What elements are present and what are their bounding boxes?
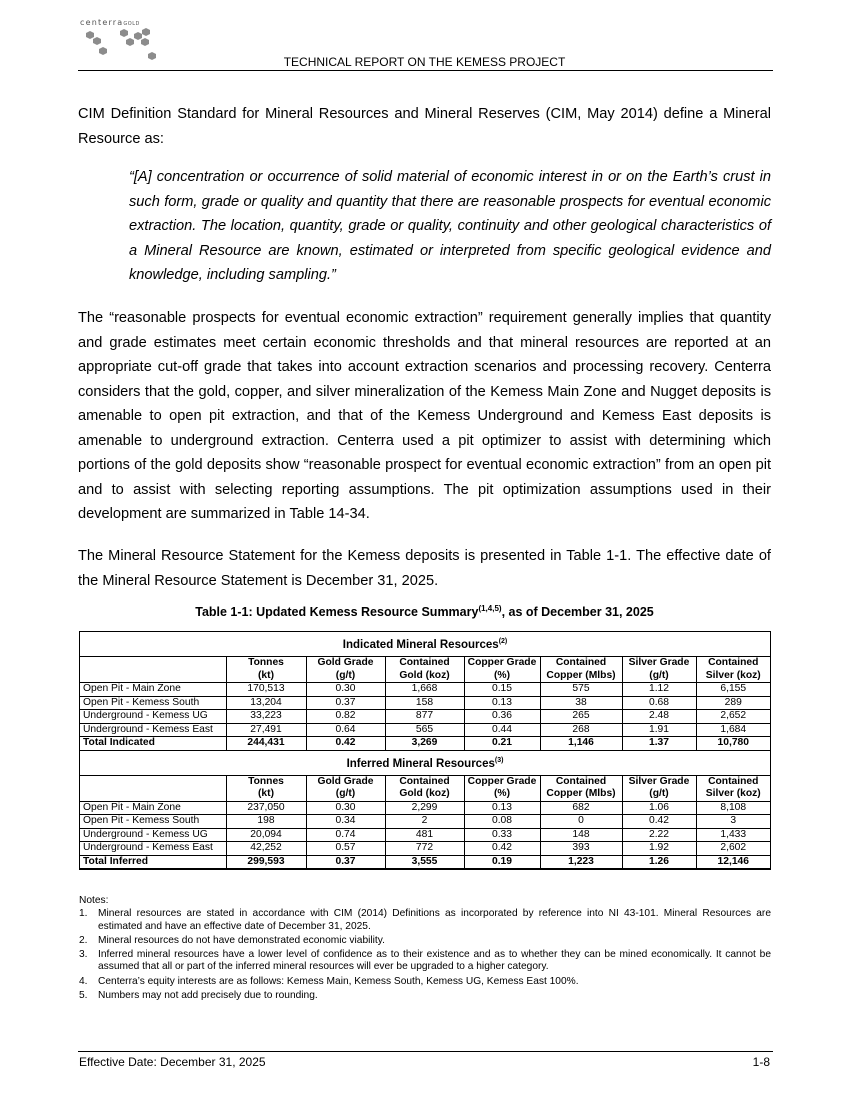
column-header: Tonnes (226, 775, 306, 788)
total-cell: 244,431 (226, 737, 306, 751)
footer-effective-date: Effective Date: December 31, 2025 (79, 1055, 266, 1069)
column-header: Contained (540, 657, 622, 670)
indicated-title-note: (2) (498, 638, 508, 646)
column-header: Copper Grade (464, 657, 540, 670)
note-number: 3. (79, 949, 88, 961)
total-cell: 299,593 (226, 855, 306, 869)
total-cell: 3,555 (385, 855, 464, 869)
table-cell: 20,094 (226, 828, 306, 842)
paragraph-intro: CIM Definition Standard for Mineral Resources and Mineral Reserves (CIM, May 2014) define a Mineral Resource as: (78, 106, 771, 147)
total-cell: 1,223 (540, 855, 622, 869)
note-text: Numbers may not add precisely due to rounding. (98, 990, 318, 1002)
table-cell: Open Pit - Kemess South (80, 815, 226, 829)
note-number: 4. (79, 975, 88, 987)
column-header: (%) (464, 788, 540, 801)
table-row (80, 801, 770, 815)
note-item (79, 949, 771, 974)
table-cell: 0.42 (622, 815, 696, 829)
column-header: Gold Grade (306, 775, 385, 788)
column-header: Gold Grade (306, 657, 385, 670)
table-cell: 0.13 (464, 696, 540, 710)
table-cell: 0.68 (622, 696, 696, 710)
column-header: Tonnes (226, 657, 306, 670)
table-cell: 682 (540, 801, 622, 815)
table-row (80, 815, 770, 829)
table-cell: 0.64 (306, 723, 385, 737)
column-header: Gold (koz) (385, 788, 464, 801)
note-number: 5. (79, 990, 88, 1002)
footer-page-number: 1-8 (752, 1055, 770, 1069)
column-header: Silver (koz) (696, 670, 770, 683)
column-header: (g/t) (306, 670, 385, 683)
total-cell: 0.42 (306, 737, 385, 751)
table-cell: Underground - Kemess East (80, 842, 226, 856)
table-cell: 33,223 (226, 710, 306, 724)
column-header: (g/t) (622, 670, 696, 683)
table-cell: 1,684 (696, 723, 770, 737)
table-cell: 148 (540, 828, 622, 842)
table-cell: Underground - Kemess UG (80, 710, 226, 724)
table-cell: 2,652 (696, 710, 770, 724)
paragraph-resource-statement: The Mineral Resource Statement for the Kemess deposits is presented in Table 1-1. The effective date of the Mineral Resource Statement is December 31, 2025. (78, 548, 771, 589)
table-cell: 0.30 (306, 801, 385, 815)
logo-wordmark: centerraGOLD (80, 18, 140, 27)
table-cell: Underground - Kemess UG (80, 828, 226, 842)
column-header: (g/t) (306, 788, 385, 801)
total-cell: 0.19 (464, 855, 540, 869)
table-cell: 1,433 (696, 828, 770, 842)
table-cell: 42,252 (226, 842, 306, 856)
total-cell: 0.21 (464, 737, 540, 751)
column-header: Contained (696, 657, 770, 670)
report-title: TECHNICAL REPORT ON THE KEMESS PROJECT (283, 55, 566, 69)
column-header: Silver (koz) (696, 788, 770, 801)
notes-title: Notes: (79, 895, 109, 906)
total-cell: 12,146 (696, 855, 770, 869)
column-header: Silver Grade (622, 657, 696, 670)
total-cell: 1.37 (622, 737, 696, 751)
note-text: Inferred mineral resources have a lower level of confidence as to their existence and as to whether they can be mined economically. It cannot be assumed that all or part of the inferred mineral resources will ever be upgraded to a higher category. (98, 949, 771, 973)
table-row (80, 842, 770, 856)
note-item (79, 990, 771, 1002)
table-cell: 481 (385, 828, 464, 842)
table-cell: 575 (540, 683, 622, 697)
table-cell: 393 (540, 842, 622, 856)
table-cell: 0.44 (464, 723, 540, 737)
resource-summary-table (79, 631, 771, 870)
column-header: Contained (696, 775, 770, 788)
note-item (79, 935, 771, 947)
column-header: Copper (Mlbs) (540, 670, 622, 683)
paragraph-reasonable-prospects: The “reasonable prospects for eventual economic extraction” requirement generally implies that quantity and grade estimates meet certain economic thresholds and that mineral resources are reported at an appropriate cut-off grade that takes into account extraction scenarios and processing recovery. Centerra considers that the gold, copper, and silver mineralization of the Kemess Main Zone and Nugget deposits is amenable to open pit extraction, and that of the Kemess Underground and Kemess East deposits is amenable to underground extraction. Centerra used a pit optimizer to assist with determining which portions of the gold deposits show “reasonable prospect for eventual economic extraction” from an open pit and to assist with selecting reporting assumptions. The pit optimization assumptions used in their development are summarized in Table 14-34. (78, 310, 771, 522)
table-cell: 0.82 (306, 710, 385, 724)
table-cell: 1,668 (385, 683, 464, 697)
table-cell: 0.42 (464, 842, 540, 856)
table-cell: Open Pit - Kemess South (80, 696, 226, 710)
table-cell: 170,513 (226, 683, 306, 697)
note-text: Centerra’s equity interests are as follows: Kemess Main, Kemess South, Kemess UG, Kemess East 100%. (98, 975, 579, 987)
inferred-section-title (80, 750, 770, 775)
table-cell: 2,299 (385, 801, 464, 815)
note-item (79, 976, 771, 988)
header-row (80, 670, 770, 683)
table-cell: 0.57 (306, 842, 385, 856)
column-header: (kt) (226, 670, 306, 683)
table-cell: 289 (696, 696, 770, 710)
total-cell: Total Inferred (80, 855, 226, 869)
table-cell: 0.08 (464, 815, 540, 829)
table-cell: 1.91 (622, 723, 696, 737)
table-cell: 198 (226, 815, 306, 829)
table-cell: 158 (385, 696, 464, 710)
table-cell: 1.06 (622, 801, 696, 815)
table-cell: 27,491 (226, 723, 306, 737)
column-header (80, 657, 226, 670)
indicated-total-row (80, 737, 770, 751)
table-cell: 2.48 (622, 710, 696, 724)
column-header: (%) (464, 670, 540, 683)
column-header: Contained (385, 775, 464, 788)
table-cell: 0.30 (306, 683, 385, 697)
table-cell: 0.37 (306, 696, 385, 710)
table-cell: 38 (540, 696, 622, 710)
table-cell: 0.36 (464, 710, 540, 724)
definition-quote: “[A] concentration or occurrence of solid material of economic interest in or on the Earth’s crust in such form, grade or quality and quantity that there are reasonable prospects for eventual economic extraction. The location, quantity, grade or quality, continuity and other geological characteristics of a Mineral Resource are known, estimated or interpreted from specific geological evidence and knowledge, including sampling.” (129, 169, 771, 283)
inferred-title-note: (3) (494, 756, 504, 764)
table-row (80, 710, 770, 724)
column-header (80, 775, 226, 788)
table-cell: 0 (540, 815, 622, 829)
table-cell: 0.13 (464, 801, 540, 815)
table-row (80, 828, 770, 842)
table-cell: 268 (540, 723, 622, 737)
table-cell: 565 (385, 723, 464, 737)
column-header (80, 788, 226, 801)
table-cell: 237,050 (226, 801, 306, 815)
column-header: Copper Grade (464, 775, 540, 788)
header-row (80, 775, 770, 788)
table-cell: Open Pit - Main Zone (80, 683, 226, 697)
table-cell: 0.74 (306, 828, 385, 842)
inferred-title: Inferred Mineral Resources (346, 757, 495, 770)
table-cell: Underground - Kemess East (80, 723, 226, 737)
table-cell: 2,602 (696, 842, 770, 856)
note-text: Mineral resources are stated in accordance with CIM (2014) Definitions as incorporated by reference into NI 43-101. Mineral Resources are estimated and have an effective date of December 31, 2025. (98, 908, 771, 932)
total-cell: 10,780 (696, 737, 770, 751)
table-cell: 265 (540, 710, 622, 724)
table-cell: 2 (385, 815, 464, 829)
table-cell: 1.92 (622, 842, 696, 856)
header-row (80, 657, 770, 670)
column-header: Gold (koz) (385, 670, 464, 683)
table-row (80, 683, 770, 697)
header-divider (78, 70, 773, 71)
table-cell: 8,108 (696, 801, 770, 815)
table-caption: Table 1-1: Updated Kemess Resource Summary$^{(1,4,5)}$, as of December 31, 2025 (195, 604, 654, 620)
column-header: Copper (Mlbs) (540, 788, 622, 801)
table-cell: 13,204 (226, 696, 306, 710)
total-cell: 1,146 (540, 737, 622, 751)
indicated-title: Indicated Mineral Resources (342, 639, 499, 652)
table-row (80, 723, 770, 737)
table-cell: 0.34 (306, 815, 385, 829)
table-cell: 3 (696, 815, 770, 829)
note-number: 2. (79, 934, 88, 946)
inferred-total-row (80, 855, 770, 869)
table-cell: 6,155 (696, 683, 770, 697)
table-notes (79, 895, 771, 1004)
table-cell: 772 (385, 842, 464, 856)
footer-divider (78, 1051, 773, 1052)
total-cell: 0.37 (306, 855, 385, 869)
table-row (80, 696, 770, 710)
table-cell: 0.15 (464, 683, 540, 697)
column-header: (g/t) (622, 788, 696, 801)
note-item (79, 908, 771, 933)
total-cell: 3,269 (385, 737, 464, 751)
table-cell: 2.22 (622, 828, 696, 842)
column-header (80, 670, 226, 683)
table-cell: 1.12 (622, 683, 696, 697)
header-row (80, 788, 770, 801)
table-cell: 0.33 (464, 828, 540, 842)
column-header: (kt) (226, 788, 306, 801)
total-cell: Total Indicated (80, 737, 226, 751)
column-header: Contained (385, 657, 464, 670)
column-header: Silver Grade (622, 775, 696, 788)
column-header: Contained (540, 775, 622, 788)
total-cell: 1.26 (622, 855, 696, 869)
table-cell: 877 (385, 710, 464, 724)
table-cell: Open Pit - Main Zone (80, 801, 226, 815)
note-text: Mineral resources do not have demonstrated economic viability. (98, 934, 385, 946)
note-number: 1. (79, 908, 88, 920)
indicated-section-title (80, 632, 770, 657)
